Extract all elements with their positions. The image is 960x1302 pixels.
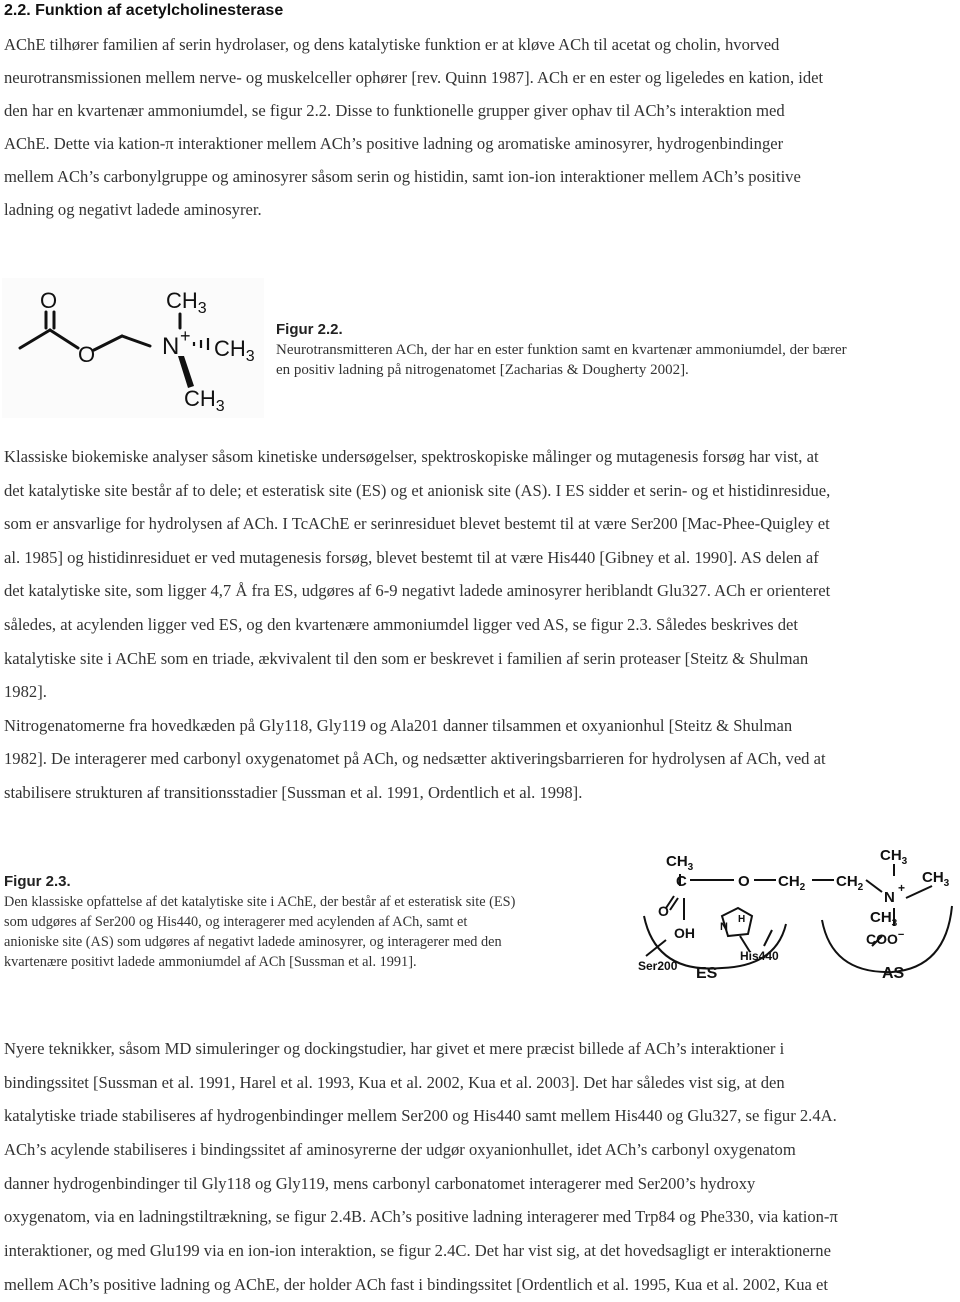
figure-2-2-caption bbox=[276, 320, 956, 380]
residue-label: Ser200 bbox=[638, 959, 678, 973]
atom-label: $CH_3$ bbox=[184, 386, 225, 415]
bond-line bbox=[866, 880, 882, 892]
paragraph-modern-techniques bbox=[4, 1032, 956, 1302]
caption-line: Den klassiske opfattelse af det katalytiske site i AChE, der består af et esteratisk site (ES) bbox=[4, 894, 516, 910]
caption-line: anioniske site (AS) som udgøres af negativt ladede aminosyrer, og interagerer med den bbox=[4, 934, 502, 950]
text-line: al. 1985] og histidinresiduet er ved mutagenesis forsøg, blevet bestemt til at være His440 [Gibney et al. 1990]. AS delen af bbox=[4, 547, 819, 567]
atom-label: O bbox=[40, 288, 58, 313]
atom-label: $CH_3$ bbox=[922, 869, 950, 889]
text-line: mellem ACh’s positive ladning og AChE, der holder ACh fast i bindingssitet [Ordentlich et al. 1995, Kua et al. 2002, Kua et bbox=[4, 1274, 829, 1294]
text-line: katalytiske site i AChE som en triade, ækvivalent til den som er beskrevet i familien af serin proteaser [Steitz & Shulman bbox=[4, 648, 809, 668]
text-line: 1982]. De interagerer med carbonyl oxygenatomet på ACh, og nedsætter aktiveringsbarrieren for hydrolysen af ACh, ved at bbox=[4, 749, 826, 769]
text-line: Nitrogenatomerne fra hovedkæden på Gly118, Gly119 og Ala201 danner tilsammen et oxyanionhul [Steitz & Shulman bbox=[4, 715, 793, 735]
atom-label: H bbox=[738, 914, 746, 925]
text-line: ladning og negativt ladede aminosyrer. bbox=[4, 200, 262, 219]
atom-label: $CH_3$ bbox=[214, 336, 255, 365]
caption-line: en positiv ladning på nitrogenatomet [Zacharias & Dougherty 2002]. bbox=[276, 362, 689, 378]
atom-label: N bbox=[884, 889, 895, 906]
site-label: AS bbox=[882, 965, 905, 982]
text-line: AChE tilhører familien af serin hydrolaser, og dens katalytiske funktion er at kløve ACh til acetat og cholin, hvorved bbox=[4, 35, 780, 54]
charge-label: + bbox=[898, 881, 906, 895]
caption-line: som udgøres af Ser200 og His440, og interagerer med acylenden af ACh, samt et bbox=[4, 914, 468, 930]
atom-label: $CH_2$ bbox=[836, 873, 864, 893]
text-line: danner hydrogenbindinger til Gly118 og Gly119, mens carbonyl carbonatomet interagerer med Ser200’s hydroxy bbox=[4, 1173, 756, 1193]
text-line: det katalytiske site, som ligger 4,7 Å fra ES, udgøres af 6-9 negativt ladede aminosyrer heriblandt Glu327. ACh er orienteret bbox=[4, 581, 831, 601]
atom-label: $CH_3$ bbox=[166, 288, 207, 317]
atom-label: $CH_2$ bbox=[778, 873, 806, 893]
site-label: ES bbox=[696, 965, 718, 982]
figure-label: Figur 2.3. bbox=[4, 873, 71, 890]
text-line: det katalytiske site består af to dele; et esteratisk site (ES) og et anionisk site (AS). I ES sidder et serin- og et histidinresidue, bbox=[4, 480, 831, 500]
figure-label: Figur 2.2. bbox=[276, 321, 343, 338]
caption-line: kvartenære positivt ladede ammoniumdel af ACh [Sussman et al. 1991]. bbox=[4, 954, 417, 970]
atom-label: $CH_3$ bbox=[666, 853, 694, 873]
atom-label: $CH_3$ bbox=[880, 847, 908, 867]
text-line: katalytiske triade stabiliseres af hydrogenbindinger mellem Ser200 og His440 samt mellem His440 og Glu327, se figur 2.4A. bbox=[4, 1106, 837, 1126]
atom-label: OH bbox=[674, 925, 695, 941]
text-line: oxygenatom, via en ladningstiltrækning, se figur 2.4B. ACh’s positive ladning interagerer med Trp84 og Phe330, via kation-π bbox=[4, 1207, 838, 1227]
caption-line: Neurotransmitteren ACh, der har en ester funktion samt en kvartenær ammoniumdel, der bærer bbox=[276, 342, 847, 358]
atom-label: N bbox=[162, 333, 180, 360]
text-line: den har en kvartenær ammoniumdel, se figur 2.2. Disse to funktionelle grupper giver ophav til ACh’s interaktion med bbox=[4, 101, 785, 120]
atom-label: O bbox=[658, 903, 669, 919]
atom-label: COO− bbox=[866, 929, 905, 947]
text-line: AChE. Dette via kation-π interaktioner mellem ACh’s positive ladning og aromatiske aminosyrer, hydrogenbindinger bbox=[4, 134, 784, 153]
text-line: Klassiske biokemiske analyser såsom kinetiske undersøgelser, spektroskopiske målinger og mutagenesis forsøg har vist, at bbox=[4, 447, 819, 466]
atom-label: O bbox=[738, 873, 750, 890]
atom-label: O bbox=[78, 342, 96, 367]
figure-2-3-caption bbox=[4, 872, 624, 972]
atom-label: C bbox=[676, 873, 687, 890]
acetylcholine-structure-figure bbox=[2, 278, 264, 418]
text-line: som er ansvarlige for hydrolysen af ACh. I TcAChE er serinresiduet blevet bestemt til at være Ser200 [Mac-Phee-Quigley et bbox=[4, 514, 830, 534]
text-line: stabilisere strukturen af transitionsstadier [Sussman et al. 1991, Ordentlich et al. 1998]. bbox=[4, 782, 583, 802]
bond-line bbox=[764, 930, 772, 946]
text-line: Nyere teknikker, såsom MD simuleringer og dockingstudier, har givet et mere præcist billede af ACh’s interaktioner i bbox=[4, 1039, 785, 1058]
text-line: mellem ACh’s carbonylgruppe og aminosyrer såsom serin og histidin, samt ion-ion interaktioner mellem ACh’s positive bbox=[4, 167, 801, 186]
section-heading: 2.2. Funktion af acetylcholinesterase bbox=[4, 2, 284, 19]
text-line: neurotransmissionen mellem nerve- og muskelceller ophører [rev. Quinn 1987]. ACh er en ester og ligeledes en kation, idet bbox=[4, 68, 824, 87]
text-line: 1982]. bbox=[4, 682, 47, 702]
text-line: bindingssitet [Sussman et al. 1991, Harel et al. 1993, Kua et al. 2002, Kua et al. 2003]. Det har således vist sig, at den bbox=[4, 1072, 785, 1092]
catalytic-site-figure bbox=[636, 846, 956, 986]
atom-label: $CH_3$ bbox=[870, 909, 898, 929]
text-line: interaktioner, og med Glu199 via en ion-ion interaktion, se figur 2.4C. Det har vist sig, at det hovedsagligt er interaktionerne bbox=[4, 1241, 831, 1261]
bond-line bbox=[906, 886, 932, 898]
charge-label: + bbox=[180, 326, 191, 346]
residue-label: His440 bbox=[740, 949, 779, 963]
atom-label: N bbox=[720, 921, 728, 933]
paragraph-catalytic-site bbox=[4, 440, 956, 810]
text-line: ACh’s acylende stabiliseres i bindingssitet af aminosyrerne der udgør oxyanionhullet, idet ACh’s carbonyl oxygenatom bbox=[4, 1140, 796, 1160]
paragraph-intro bbox=[4, 28, 956, 226]
text-line: således, at acylenden ligger ved ES, og den kvartenære ammoniumdel ligger ved AS, se figur 2.3. Således beskrives det bbox=[4, 614, 798, 634]
